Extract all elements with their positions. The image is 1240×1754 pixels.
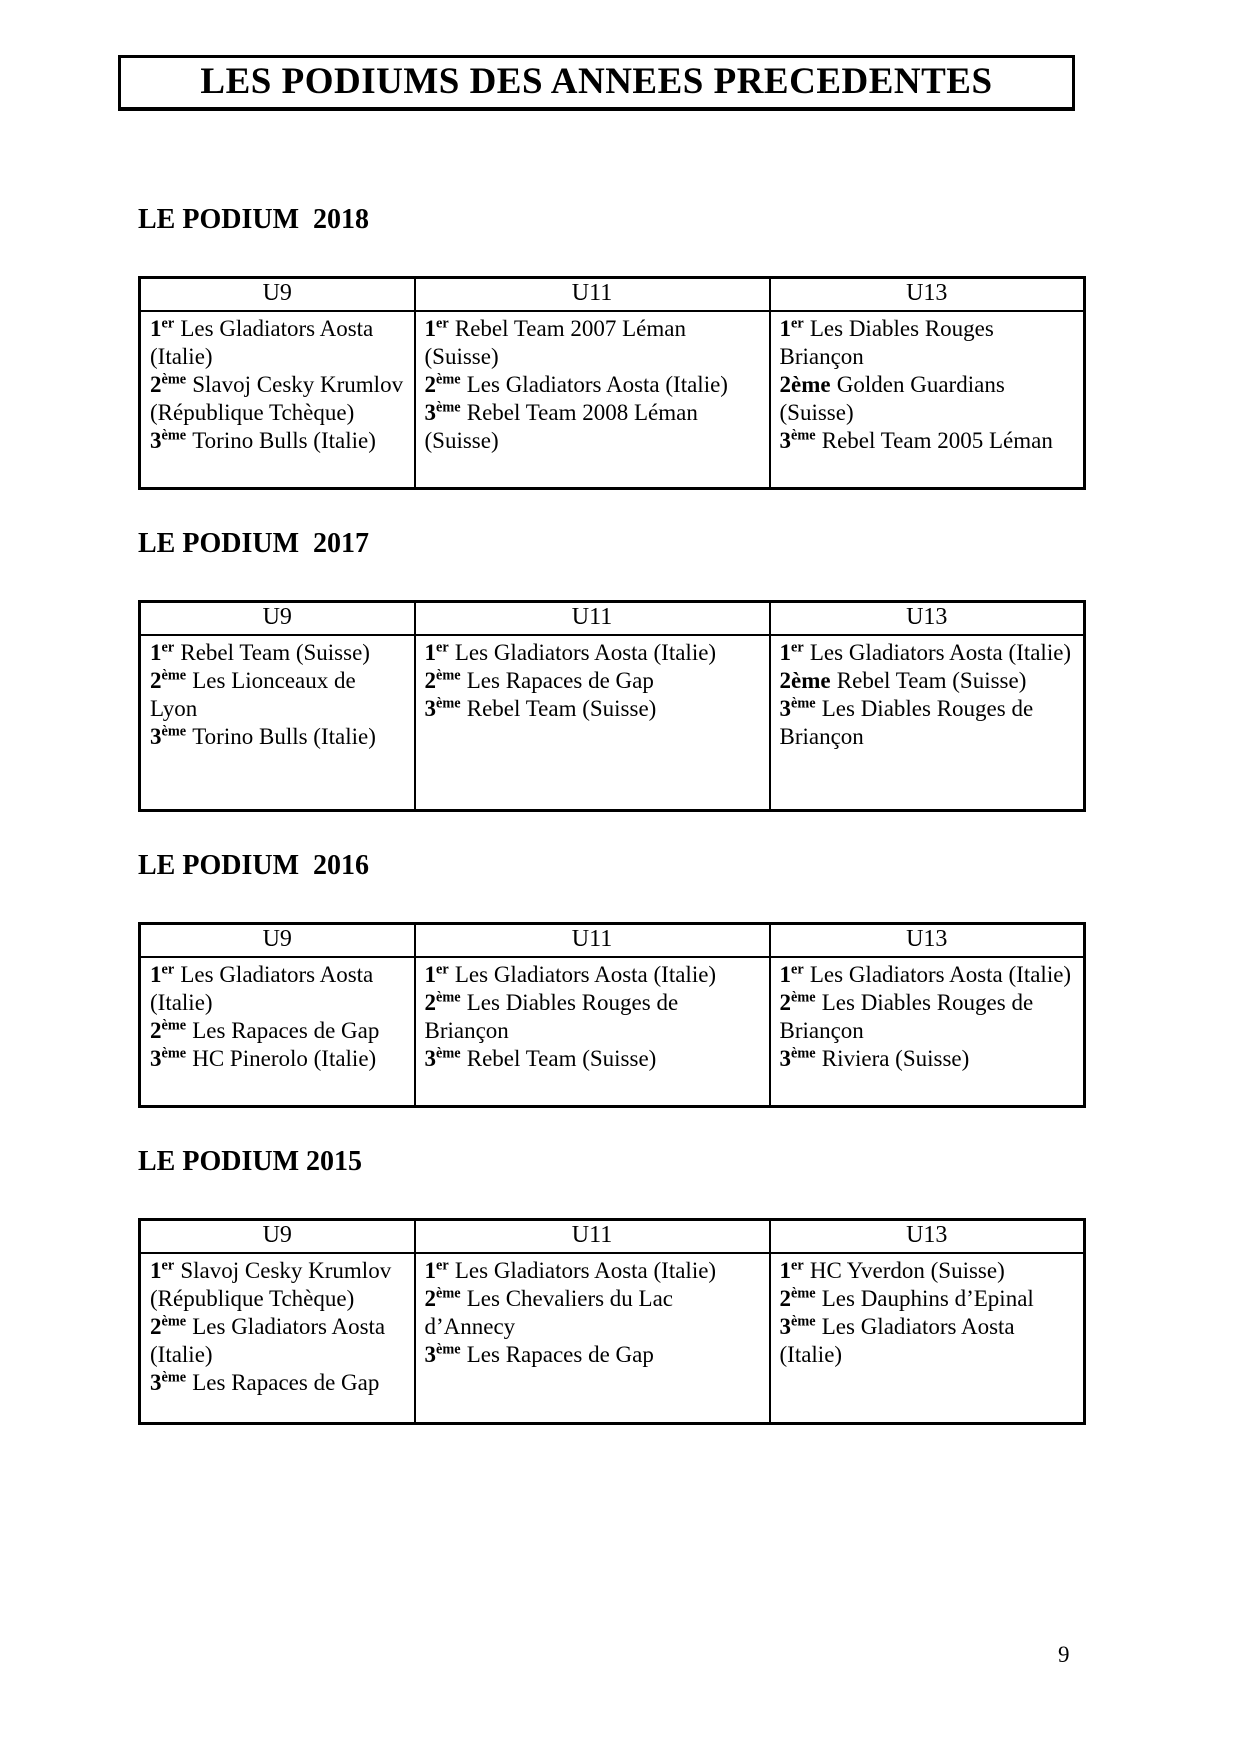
podium-entry [150, 1369, 406, 1397]
podium-entry [150, 1313, 406, 1369]
rank-label: 2ème [150, 667, 187, 693]
rank-label: 1er [779, 639, 804, 665]
rank-label: 2ème [779, 668, 831, 693]
podium-entry [425, 1257, 761, 1285]
podium-section [138, 204, 1083, 490]
team-name: Slavoj Cesky Krumlov (République Tchèque) [150, 1258, 392, 1311]
rank-label: 2ème [424, 667, 461, 693]
podium-cell-u9 [140, 635, 415, 811]
podium-entry [780, 695, 1076, 751]
podium-entry [150, 371, 406, 427]
podium-entry [780, 961, 1076, 989]
podium-section [138, 528, 1083, 812]
podium-entry [425, 315, 761, 371]
rank-label: 1er [150, 639, 175, 665]
team-name: Les Gladiators Aosta (Italie) [150, 316, 374, 369]
podium-cell-u11 [415, 957, 770, 1107]
team-name: Riviera (Suisse) [821, 1046, 970, 1071]
rank-label: 3ème [150, 1045, 187, 1071]
team-name: Les Diables Rouges de Briançon [779, 990, 1034, 1043]
team-name: Torino Bulls (Italie) [192, 428, 376, 453]
rank-label: 3ème [779, 695, 816, 721]
team-name: Rebel Team 2005 Léman [821, 428, 1053, 453]
rank-label: 2ème [779, 372, 831, 397]
rank-label: 1er [779, 315, 804, 341]
team-name: HC Pinerolo (Italie) [192, 1046, 377, 1071]
rank-label: 1er [150, 1257, 175, 1283]
section-heading: LE PODIUM 2016 [138, 850, 369, 881]
team-name: Les Gladiators Aosta (Italie) [454, 640, 717, 665]
team-name: Rebel Team 2008 Léman (Suisse) [424, 400, 698, 453]
podium-entry [150, 639, 406, 667]
podium-entry [780, 1313, 1076, 1369]
podium-entry [425, 1285, 761, 1341]
podium-entry [780, 1257, 1076, 1285]
header-row [140, 1220, 1085, 1254]
rank-label: 1er [150, 961, 175, 987]
team-name: Les Rapaces de Gap [192, 1018, 380, 1043]
team-name: Les Gladiators Aosta (Italie) [466, 372, 728, 397]
podium-entry [780, 427, 1076, 455]
team-name: Rebel Team (Suisse) [836, 668, 1027, 693]
rank-label: 2ème [150, 1017, 187, 1043]
header-row [140, 278, 1085, 312]
rank-label: 3ème [150, 1369, 187, 1395]
team-name: Slavoj Cesky Krumlov (République Tchèque) [150, 372, 404, 425]
header-row [140, 924, 1085, 958]
team-name: Les Rapaces de Gap [192, 1370, 380, 1395]
rank-label: 1er [150, 315, 175, 341]
podium-entry [150, 723, 406, 751]
podium-entry [425, 371, 761, 399]
podium-entry [780, 315, 1076, 371]
rank-label: 3ème [150, 427, 187, 453]
rank-label: 1er [779, 1257, 804, 1283]
podium-entry [425, 1045, 761, 1073]
podium-entry [425, 961, 761, 989]
team-name: Rebel Team 2007 Léman (Suisse) [424, 316, 686, 369]
podium-cell-u13 [770, 1253, 1085, 1424]
podium-entry [425, 1341, 761, 1369]
team-name: Les Diables Rouges de Briançon [779, 696, 1034, 749]
podium-entry [780, 1045, 1076, 1073]
rank-label: 3ème [779, 1045, 816, 1071]
team-name: Rebel Team (Suisse) [466, 1046, 657, 1071]
team-name: Les Lionceaux de Lyon [150, 668, 356, 721]
podium-entry [150, 427, 406, 455]
rank-label: 3ème [424, 1045, 461, 1071]
team-name: Les Rapaces de Gap [466, 1342, 654, 1367]
rank-label: 2ème [424, 989, 461, 1015]
rank-label: 3ème [150, 723, 187, 749]
podium-table [138, 276, 1086, 490]
podium-entry [780, 989, 1076, 1045]
team-name: Les Chevaliers du Lac d’Annecy [424, 1286, 674, 1339]
column-header-u13: U13 [770, 602, 1085, 636]
podium-table [138, 922, 1086, 1108]
rank-label: 1er [779, 961, 804, 987]
section-heading: LE PODIUM 2018 [138, 204, 369, 235]
podium-cell-u11 [415, 311, 770, 489]
team-name: Rebel Team (Suisse) [180, 640, 370, 665]
column-header-u13: U13 [770, 1220, 1085, 1254]
team-name: Les Gladiators Aosta (Italie) [779, 1314, 1015, 1367]
rank-label: 3ème [779, 1313, 816, 1339]
podium-section [138, 1146, 1083, 1425]
team-name: Les Diables Rouges Briançon [779, 316, 994, 369]
team-name: Les Gladiators Aosta (Italie) [454, 1258, 717, 1283]
column-header-u11: U11 [415, 602, 770, 636]
podium-row [140, 1253, 1085, 1424]
rank-label: 3ème [424, 695, 461, 721]
podium-cell-u9 [140, 957, 415, 1107]
column-header-u9: U9 [140, 602, 415, 636]
rank-label: 2ème [424, 371, 461, 397]
team-name: Les Rapaces de Gap [466, 668, 654, 693]
podium-entry [425, 667, 761, 695]
podium-row [140, 311, 1085, 489]
column-header-u11: U11 [415, 1220, 770, 1254]
document-title: LES PODIUMS DES ANNEES PRECEDENTES [200, 61, 993, 102]
podium-table [138, 1218, 1086, 1425]
team-name: Golden Guardians (Suisse) [779, 372, 1005, 425]
podium-entry [150, 667, 406, 723]
team-name: Torino Bulls (Italie) [192, 724, 376, 749]
page-number: 9 [1058, 1642, 1070, 1667]
column-header-u13: U13 [770, 924, 1085, 958]
podium-table [138, 600, 1086, 812]
podium-entry [780, 667, 1076, 695]
rank-label: 1er [424, 1257, 449, 1283]
rank-label: 2ème [779, 1285, 816, 1311]
podium-entry [780, 1285, 1076, 1313]
podium-section [138, 850, 1083, 1108]
podium-entry [150, 315, 406, 371]
podium-entry [425, 399, 761, 455]
rank-label: 1er [424, 315, 449, 341]
team-name: Les Gladiators Aosta (Italie) [809, 640, 1072, 665]
podium-row [140, 635, 1085, 811]
podium-row [140, 957, 1085, 1107]
podium-cell-u11 [415, 1253, 770, 1424]
rank-label: 2ème [424, 1285, 461, 1311]
section-heading: LE PODIUM 2017 [138, 528, 369, 559]
podium-entry [425, 989, 761, 1045]
podium-entry [425, 695, 761, 723]
team-name: HC Yverdon (Suisse) [809, 1258, 1005, 1283]
podium-entry [780, 639, 1076, 667]
podium-cell-u13 [770, 957, 1085, 1107]
podium-entry [150, 1045, 406, 1073]
team-name: Rebel Team (Suisse) [466, 696, 657, 721]
rank-label: 1er [424, 961, 449, 987]
podium-cell-u11 [415, 635, 770, 811]
section-heading: LE PODIUM 2015 [138, 1146, 362, 1177]
podium-cell-u9 [140, 311, 415, 489]
column-header-u9: U9 [140, 1220, 415, 1254]
rank-label: 1er [424, 639, 449, 665]
podium-sections [138, 102, 1083, 1425]
column-header-u9: U9 [140, 278, 415, 312]
rank-label: 2ème [150, 1313, 187, 1339]
column-header-u13: U13 [770, 278, 1085, 312]
team-name: Les Gladiators Aosta (Italie) [454, 962, 717, 987]
team-name: Les Gladiators Aosta (Italie) [809, 962, 1072, 987]
team-name: Les Dauphins d’Epinal [821, 1286, 1034, 1311]
team-name: Les Diables Rouges de Briançon [424, 990, 679, 1043]
rank-label: 3ème [424, 1341, 461, 1367]
rank-label: 2ème [779, 989, 816, 1015]
podium-entry [780, 371, 1076, 427]
podium-entry [150, 1017, 406, 1045]
rank-label: 3ème [424, 399, 461, 425]
podium-entry [150, 961, 406, 1017]
team-name: Les Gladiators Aosta (Italie) [150, 962, 374, 1015]
rank-label: 3ème [779, 427, 816, 453]
podium-entry [425, 639, 761, 667]
podium-cell-u9 [140, 1253, 415, 1424]
column-header-u9: U9 [140, 924, 415, 958]
team-name: Les Gladiators Aosta (Italie) [150, 1314, 386, 1367]
podium-cell-u13 [770, 311, 1085, 489]
podium-entry [150, 1257, 406, 1313]
header-row [140, 602, 1085, 636]
column-header-u11: U11 [415, 924, 770, 958]
rank-label: 2ème [150, 371, 187, 397]
column-header-u11: U11 [415, 278, 770, 312]
podium-cell-u13 [770, 635, 1085, 811]
